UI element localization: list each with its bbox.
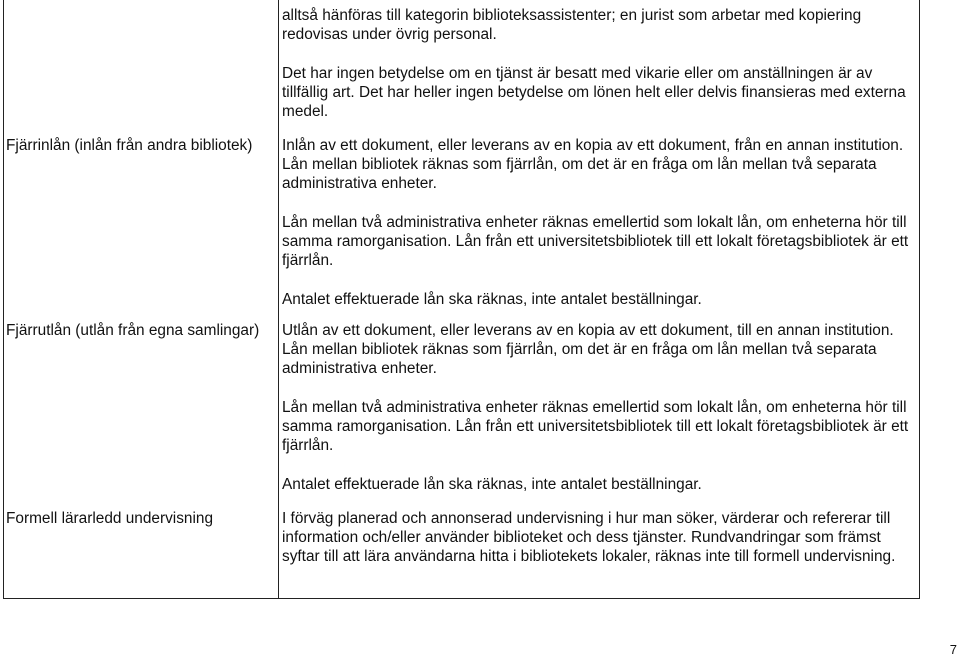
definition-paragraph: Utlån av ett dokument, eller leverans av en kopia av ett dokument, till en annan institution. Lån mellan bibliotek räknas som fjärrlån, om det är en fråga om lån mellan två separata administrativa enheter. (282, 322, 894, 377)
definition-cell (282, 321, 916, 494)
definition-paragraph: Det har ingen betydelse om en tjänst är besatt med vikarie eller om anställningen är av tillfällig art. Det har heller ingen betydelse om lönen helt eller delvis finansieras med externa medel. (282, 65, 906, 120)
term-label: Fjärrinlån (inlån från andra bibliotek) (6, 137, 253, 154)
term-label: Formell lärarledd undervisning (6, 510, 214, 527)
definition-cell (282, 509, 916, 566)
definition-paragraph: Lån mellan två administrativa enheter räknas emellertid som lokalt lån, om enheterna hör till samma ramorganisation. Lån från ett universitetsbibliotek till ett lokalt företagsbibliotek är ett fjärrlån. (282, 214, 909, 269)
definition-paragraph: alltså hänföras till kategorin biblioteksassistenter; en jurist som arbetar med kopiering redovisas under övrig personal. (282, 7, 862, 43)
term-label: Fjärrutlån (utlån från egna samlingar) (6, 322, 260, 339)
column-divider (278, 0, 279, 598)
definition-paragraph: Antalet effektuerade lån ska räknas, inte antalet beställningar. (282, 291, 702, 308)
definition-paragraph: Lån mellan två administrativa enheter räknas emellertid som lokalt lån, om enheterna hör till samma ramorganisation. Lån från ett universitetsbibliotek till ett lokalt företagsbibliotek är ett fjärrlån. (282, 399, 909, 454)
definitions-table (3, 0, 920, 599)
definition-paragraph: I förväg planerad och annonserad undervisning i hur man söker, värderar och refererar till information och/eller använder biblioteket och dess tjänster. Rundvandringar som främst syftar till att lära användarna hitta i bibliotekets lokaler, räknas inte till formell undervisning. (282, 510, 896, 565)
page-number: 7 (949, 642, 957, 657)
definition-paragraph: Inlån av ett dokument, eller leverans av en kopia av ett dokument, från en annan institution. Lån mellan bibliotek räknas som fjärrlån, om det är en fråga om lån mellan två separata administrativa enheter. (282, 137, 904, 192)
definition-paragraph: Antalet effektuerade lån ska räknas, inte antalet beställningar. (282, 476, 702, 493)
definition-cell (282, 136, 916, 309)
definition-cell (282, 6, 916, 121)
